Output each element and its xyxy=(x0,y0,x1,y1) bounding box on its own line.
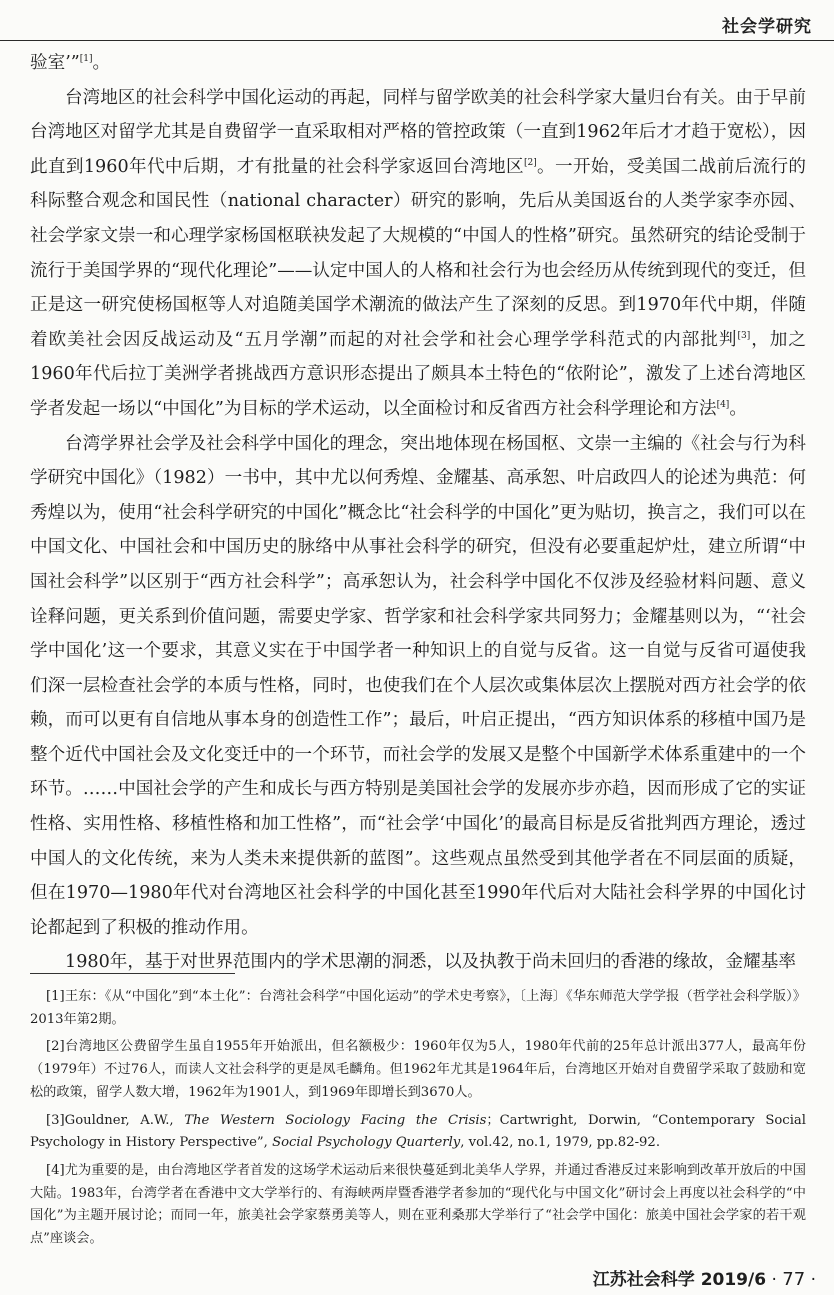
running-head: 社会学研究 xyxy=(722,17,812,37)
paragraph-text: 。 xyxy=(729,398,747,419)
footnote-ref[interactable]: [2] xyxy=(523,157,537,168)
footnote-3 xyxy=(30,1110,806,1155)
footnote-ref[interactable]: [1] xyxy=(79,54,93,65)
paragraph: 1980年，基于对世界范围内的学术思潮的洞悉，以及执教于尚未回归的香港的缘故，金耀基率 xyxy=(65,952,796,973)
page-footer xyxy=(593,1265,816,1290)
separator: · xyxy=(810,1270,816,1290)
footnotes xyxy=(30,986,806,1256)
page-number: 77 xyxy=(782,1269,806,1290)
footnote-text: , vol.42, no.1, 1979, pp.82-92. xyxy=(460,1135,661,1151)
paragraph-text: 验室’” xyxy=(30,53,80,73)
footnote-rule xyxy=(30,973,235,974)
paragraph-text: 台湾地区的社会科学中国化运动的再起，同样与留学欧美的社会科学家大量归台有关。由于早前台湾地区对留学尤其是自费留学一直采取相对严格的管控政策（一直到1962年后才才趋于宽松），因此直到1960年代中后期，才有批量的社会科学家返回台湾地区 xyxy=(30,87,806,177)
footnote-text: ；Cartwright, Dorwin, “Contemporary Social Psychology in History Perspective”, xyxy=(30,1112,806,1151)
separator: · xyxy=(771,1270,777,1290)
paragraph-continued xyxy=(30,46,806,81)
header-rule xyxy=(0,40,834,41)
footnote-ref[interactable]: [4] xyxy=(716,400,730,411)
paragraph-text: 。 xyxy=(92,53,111,73)
paragraph-text: ，加之1960年代后拉丁美洲学者挑战西方意识形态提出了颇具本土特色的“依附论”，激发了上述台湾地区学者发起一场以“中国化”为目标的学术运动，以全面检讨和反省西方社会科学理论和方法 xyxy=(30,329,806,419)
journal-title: Social Psychology Quarterly xyxy=(272,1135,461,1151)
book-title: The Western Sociology Facing the Crisis xyxy=(184,1112,487,1128)
paragraph-text: 。一开始，受美国二战前后流行的科际整合观念和国民性（national character）研究的影响，先后从美国返台的人类学家李亦园、社会学家文崇一和心理学家杨国枢联袂发起了大规模的“中国人的性格”研究。虽然研究的结论受制于流行于美国学界的“现代化理论”——认定中国人的人格和社会行为也会经历从传统到现代的变迁，但正是这一研究使杨国枢等人对追随美国学术潮流的做法产生了深刻的反思。到1970年代中期，伴随着欧美社会因反战运动及“五月学潮”而起的对社会学和社会心理学学科范式的内部批判 xyxy=(30,156,806,350)
footnote-1: [1]王东：《从“中国化”到“本土化”：台湾社会科学“中国化运动”的学术史考察》，〔上海〕《华东师范大学学报（哲学社会科学版）》2013年第2期。 xyxy=(30,989,806,1027)
footnote-text: [3]Gouldner, A.W., xyxy=(46,1112,185,1128)
footnote-2: [2]台湾地区公费留学生虽自1955年开始派出，但名额极少：1960年仅为5人，1980年代前的25年总计派出377人，最高年份（1979年）不过76人，而读人文社会科学的更是凤毛麟角。但1962年尤其是1964年后，台湾地区开始对自费留学采取了鼓励和宽松的政策，留学人数大增，1962年为1901人，到1969年即增长到3670人。 xyxy=(30,1039,806,1100)
article-body xyxy=(30,46,806,980)
footnote-4: [4]尤为重要的是，由台湾地区学者首发的这场学术运动后来很快蔓延到北美华人学界，并通过香港反过来影响到改革开放后的中国大陆。1983年，台湾学者在香港中文大学举行的、有海峡两岸暨香港学者参加的“现代化与中国文化”研讨会上再度以社会科学的“中国化”为主题开展讨论；而同一年，旅美社会学家蔡勇美等人，则在亚利桑那大学举行了“社会学中国化：旅美中国社会学家的若干观点”座谈会。 xyxy=(30,1162,806,1247)
paragraph: 台湾学界社会学及社会科学中国化的理念，突出地体现在杨国枢、文崇一主编的《社会与行为科学研究中国化》（1982）一书中，其中尤以何秀煌、金耀基、高承恕、叶启政四人的论述为典范：何秀煌以为，使用“社会科学研究的中国化”概念比“社会科学的中国化”更为贴切，换言之，我们可以在中国文化、中国社会和中国历史的脉络中从事社会科学的研究，但没有必要重起炉灶，建立所谓“中国社会科学”以区别于“西方社会科学”；高承恕认为，社会科学中国化不仅涉及经验材料问题、意义诠释问题，更关系到价值问题，需要史学家、哲学家和社会科学家共同努力；金耀基则以为，“‘社会学中国化’这一个要求，其意义实在于中国学者一种知识上的自觉与反省。这一自觉与反省可逼使我们深一层检查社会学的本质与性格，同时，也使我们在个人层次或集体层次上摆脱对西方社会学的依赖，而可以更有自信地从事本身的创造性工作”；最后，叶启正提出，“西方知识体系的移植中国乃是整个近代中国社会及文化变迁中的一个环节，而社会学的发展又是整个中国新学术体系重建中的一个环节。……中国社会学的产生和成长与西方特别是美国社会学的发展亦步亦趋，因而形成了它的实证性格、实用性格、移植性格和加工性格”，而“社会学‘中国化’的最高目标是反省批判西方理论，透过中国人的文化传统，来为人类未来提供新的蓝图”。这些观点虽然受到其他学者在不同层面的质疑，但在1970—1980年代对台湾地区社会科学的中国化甚至1990年代后对大陆社会科学界的中国化讨论都起到了积极的推动作用。 xyxy=(30,433,806,938)
journal-name: 江苏社会科学 2019/6 xyxy=(592,1270,767,1290)
paragraph xyxy=(30,81,806,427)
footnote-ref[interactable]: [3] xyxy=(737,330,751,341)
